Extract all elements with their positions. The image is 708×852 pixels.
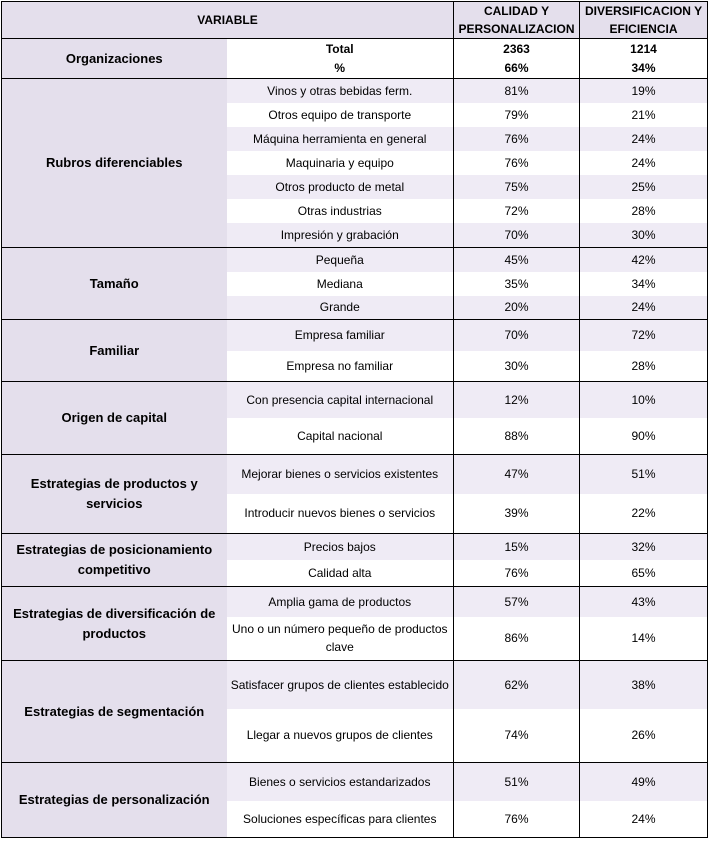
value-calidad: 76%	[454, 801, 580, 838]
value-calidad: 66%	[454, 59, 580, 79]
row-label: Introducir nuevos bienes o servicios	[227, 494, 454, 534]
row-label: Otras industrias	[297, 203, 382, 218]
group-label: Estrategias de personalización	[2, 763, 227, 838]
table-row	[2, 534, 708, 560]
variable-header: VARIABLE	[2, 2, 454, 39]
row-label: Máquina herramienta en general	[227, 127, 454, 151]
row-label: Uno o un número pequeño de productos clave	[227, 617, 454, 661]
value-calidad: 12%	[454, 382, 580, 418]
value-calidad: 51%	[454, 763, 580, 801]
group-label: Estrategias de diversificación de productos	[2, 587, 227, 661]
value-diversificacion: 49%	[580, 763, 708, 801]
value-diversificacion: 21%	[580, 103, 708, 127]
value-calidad: 76%	[454, 560, 580, 587]
value-calidad: 70%	[454, 320, 580, 351]
table-row	[2, 763, 708, 801]
value-calidad: 75%	[454, 175, 580, 199]
row-label: Vinos y otras bebidas ferm.	[227, 79, 454, 103]
table-row	[2, 661, 708, 709]
group-label: Rubros diferenciables	[2, 79, 227, 248]
value-diversificacion: 28%	[580, 199, 708, 223]
row-label: Calidad alta	[227, 560, 454, 587]
row-label: Otros producto de metal	[227, 175, 454, 199]
table-row	[2, 587, 708, 617]
row-label: Mediana	[316, 276, 363, 291]
value-diversificacion: 10%	[580, 382, 708, 418]
results-table	[1, 1, 708, 838]
value-calidad: 81%	[454, 79, 580, 103]
row-label: Capital nacional	[227, 418, 454, 455]
value-calidad: 35%	[454, 272, 580, 296]
value-diversificacion: 1214	[580, 39, 708, 59]
group-label: Estrategias de productos y servicios	[2, 455, 227, 534]
value-diversificacion: 25%	[580, 175, 708, 199]
value-calidad: 57%	[454, 587, 580, 617]
row-label: %	[227, 59, 454, 79]
value-diversificacion: 19%	[580, 79, 708, 103]
value-calidad: 72%	[454, 199, 580, 223]
value-calidad: 79%	[454, 103, 580, 127]
value-diversificacion: 24%	[580, 151, 708, 175]
value-diversificacion: 32%	[580, 534, 708, 560]
value-diversificacion: 51%	[580, 455, 708, 494]
row-label: Bienes o servicios estandarizados	[227, 763, 454, 801]
value-calidad: 2363	[454, 39, 580, 59]
row-label: Llegar a nuevos grupos de clientes	[227, 709, 454, 763]
value-calidad: 76%	[454, 127, 580, 151]
table-row	[2, 455, 708, 494]
value-diversificacion: 22%	[580, 494, 708, 534]
row-label: Empresa familiar	[227, 320, 454, 351]
value-diversificacion: 24%	[580, 127, 708, 151]
value-calidad: 70%	[454, 223, 580, 248]
row-label: Grande	[227, 296, 454, 320]
row-label: Mejorar bienes o servicios existentes	[227, 455, 454, 494]
value-calidad: 45%	[454, 248, 580, 272]
value-diversificacion: 24%	[580, 801, 708, 838]
group-label: Organizaciones	[2, 39, 227, 79]
group-label: Tamaño	[2, 248, 227, 320]
value-calidad: 62%	[454, 661, 580, 709]
row-label: Total	[227, 39, 454, 59]
row-label: Otros equipo de transporte	[268, 107, 412, 122]
group-label: Estrategias de segmentación	[2, 661, 227, 763]
row-label: Con presencia capital internacional	[227, 382, 454, 418]
group-label: Estrategias de posicionamiento competitivo	[2, 534, 227, 587]
value-diversificacion: 24%	[580, 296, 708, 320]
value-diversificacion: 30%	[580, 223, 708, 248]
value-diversificacion: 14%	[580, 617, 708, 661]
value-diversificacion: 42%	[580, 248, 708, 272]
value-calidad: 30%	[454, 351, 580, 382]
value-calidad: 20%	[454, 296, 580, 320]
value-diversificacion: 26%	[580, 709, 708, 763]
value-diversificacion: 90%	[580, 418, 708, 455]
value-diversificacion: 65%	[580, 560, 708, 587]
value-diversificacion: 34%	[580, 59, 708, 79]
value-diversificacion: 38%	[580, 661, 708, 709]
row-label: Amplia gama de productos	[227, 587, 454, 617]
table-row	[2, 320, 708, 351]
value-diversificacion: 72%	[580, 320, 708, 351]
row-label: Soluciones específicas para clientes	[227, 801, 454, 838]
value-calidad: 86%	[454, 617, 580, 661]
table-row	[2, 79, 708, 103]
table-row	[2, 39, 708, 59]
group-label: Familiar	[2, 320, 227, 382]
value-calidad: 74%	[454, 709, 580, 763]
row-label: Satisfacer grupos de clientes establecido	[227, 661, 454, 709]
value-diversificacion: 28%	[580, 351, 708, 382]
diversificacion-eficiencia-header: DIVERSIFICACION Y EFICIENCIA	[580, 2, 708, 39]
value-calidad: 39%	[454, 494, 580, 534]
header-row	[2, 2, 708, 39]
value-calidad: 88%	[454, 418, 580, 455]
table-row	[2, 382, 708, 418]
row-label: Maquinaria y equipo	[285, 155, 394, 170]
row-label: Precios bajos	[227, 534, 454, 560]
value-calidad: 76%	[454, 151, 580, 175]
calidad-personalizacion-header: CALIDAD Y PERSONALIZACION	[454, 2, 580, 39]
row-label: Empresa no familiar	[227, 351, 454, 382]
row-label: Impresión y grabación	[227, 223, 454, 248]
group-label: Origen de capital	[2, 382, 227, 455]
table-row	[2, 248, 708, 272]
value-diversificacion: 43%	[580, 587, 708, 617]
value-calidad: 47%	[454, 455, 580, 494]
value-calidad: 15%	[454, 534, 580, 560]
value-diversificacion: 34%	[580, 272, 708, 296]
row-label: Pequeña	[227, 248, 454, 272]
